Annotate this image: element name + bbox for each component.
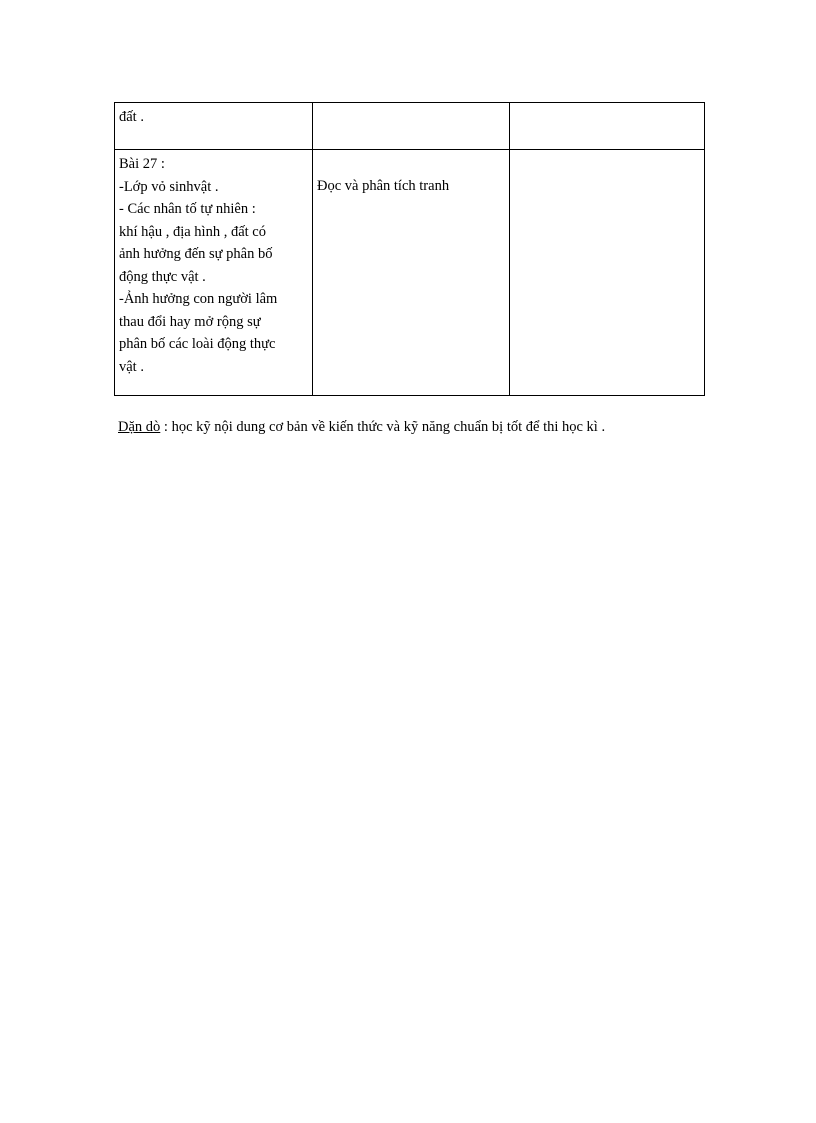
cell-line: Bài 27 : <box>119 156 165 172</box>
table-cell-method <box>313 103 510 150</box>
cell-line: thau đổi hay mở rộng sự <box>119 313 261 330</box>
cell-line: động thực vật . <box>119 268 206 285</box>
cell-line: Đọc và phân tích tranh <box>317 178 450 194</box>
table-cell-notes <box>510 150 705 396</box>
homework-note-label: Dặn dò <box>118 419 161 435</box>
table-cell-content <box>115 150 313 396</box>
cell-line: đất . <box>119 109 144 125</box>
cell-line: vật . <box>119 358 144 375</box>
cell-line: -Lớp vỏ sinhvật . <box>119 178 219 195</box>
table-cell-notes <box>510 103 705 150</box>
table-cell-content <box>115 103 313 150</box>
cell-line: khí hậu , địa hình , đất có <box>119 223 266 240</box>
table-row <box>115 103 705 150</box>
cell-line: -Ảnh hưởng con người lâm <box>119 291 278 307</box>
table-row <box>115 150 705 396</box>
homework-note <box>118 419 718 436</box>
cell-line: - Các nhân tố tự nhiên : <box>119 201 256 217</box>
lesson-table <box>114 102 705 396</box>
cell-line: phân bố các loài động thực <box>119 336 276 352</box>
table-cell-method <box>313 150 510 396</box>
homework-note-text: : học kỹ nội dung cơ bản về kiến thức và kỹ năng chuẩn bị tốt để thi học kì . <box>160 419 606 435</box>
cell-line: ảnh hưởng đến sự phân bố <box>119 246 273 262</box>
